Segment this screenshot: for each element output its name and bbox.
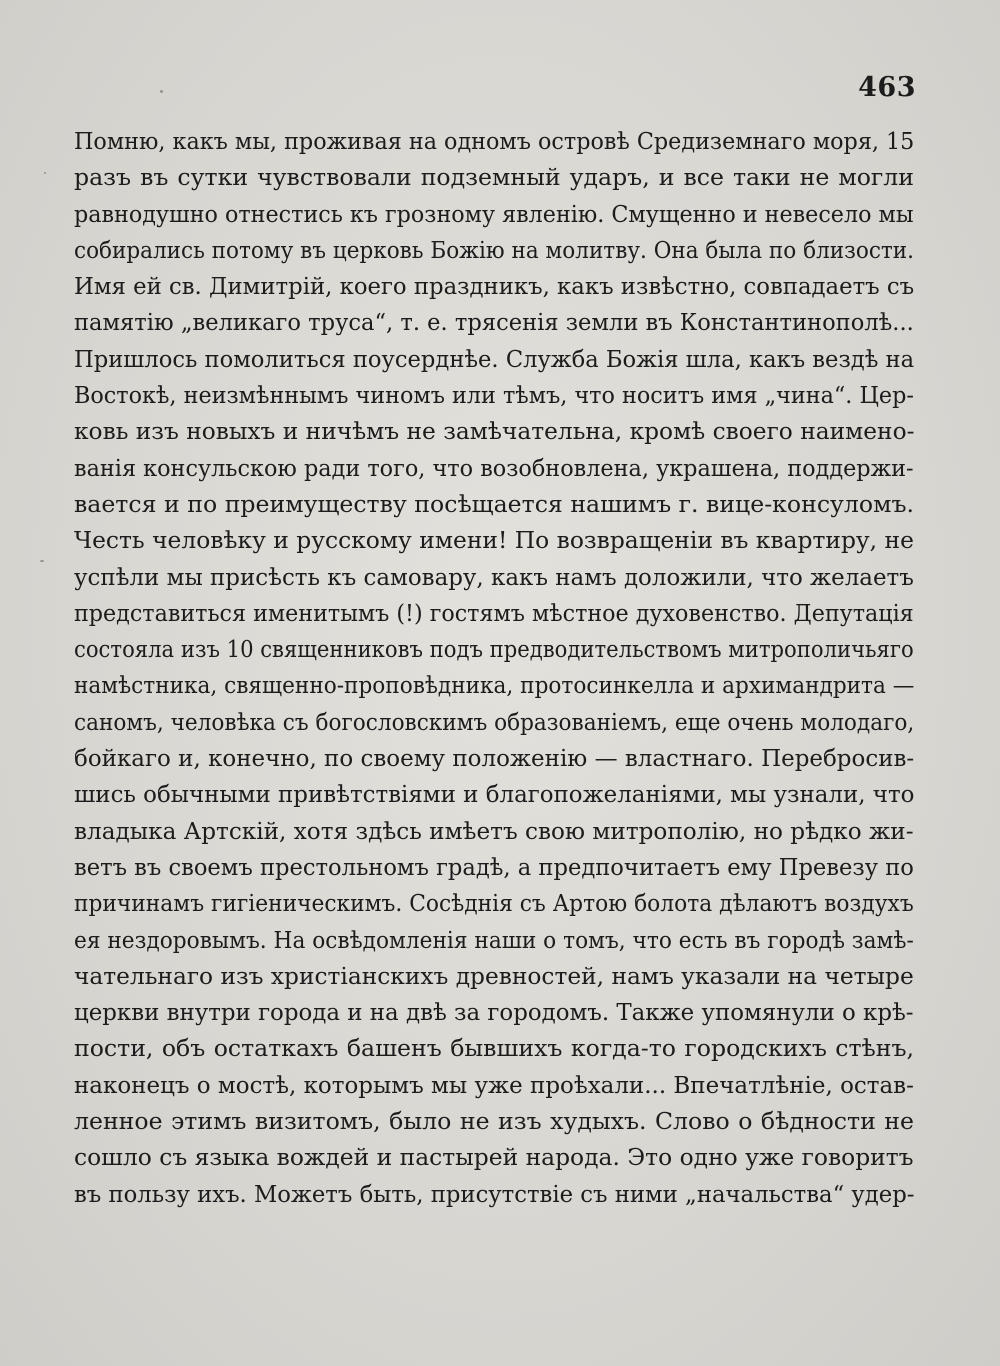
text-line: успѣли мы присѣсть къ самовару, какъ намъ доложили, что желаетъ [74,562,914,591]
text-line: ковь изъ новыхъ и ничѣмъ не замѣчательна, кромѣ своего наимено- [74,417,915,446]
text-line: ея нездоровымъ. На освѣдомленія наши о томъ, что есть въ городѣ замѣ- [74,925,914,954]
text-line: представиться именитымъ (!) гостямъ мѣстное духовенство. Депутація [74,598,914,627]
body-text [74,123,914,1212]
text-line: памятію „великаго труса“, т. е. трясенія земли въ Константинополѣ... [74,308,914,337]
page-number: 463 [858,72,916,103]
text-line: Помню, какъ мы, проживая на одномъ островѣ Средиземнаго моря, 15 [74,127,915,155]
text-line: бойкаго и, конечно, по своему положенію — властнаго. Перебросив- [74,744,915,773]
paper-speck [40,560,44,562]
text-line: равнодушно отнестись къ грозному явленію. Смущенно и невесело мы [74,199,914,228]
text-line: ленное этимъ визитомъ, было не изъ худыхъ. Слово о бѣдности не [74,1107,914,1136]
text-line: шись обычными привѣтствіями и благопожеланіями, мы узнали, что [74,780,915,809]
text-line: Пришлось помолиться поусерднѣе. Служба Божія шла, какъ вездѣ на [74,344,915,373]
text-line: ветъ въ своемъ престольномъ градѣ, а предпочитаетъ ему Превезу по [74,852,914,881]
text-line: чательнаго изъ христіанскихъ древностей, намъ указали на четыре [74,961,914,990]
text-line: намѣстника, священно-проповѣдника, протосинкелла и архимандрита — [74,671,915,700]
text-line: причинамъ гигіеническимъ. Сосѣднія съ Артою болота дѣлаютъ воздухъ [74,889,914,918]
text-line: Честь человѣку и русскому имени! По возвращеніи въ квартиру, не [74,526,914,555]
text-line: владыка Артскій, хотя здѣсь имѣетъ свою митрополію, но рѣдко жи- [74,816,914,845]
text-line: состояла изъ 10 священниковъ подъ предводительствомъ митрополичьяго [74,635,914,664]
paper-speck [160,90,163,93]
text-line: ванія консульскою ради того, что возобновлена, украшена, поддержи- [74,453,914,482]
text-line: Востокѣ, неизмѣннымъ чиномъ или тѣмъ, что носитъ имя „чина“. Цер- [74,381,914,410]
text-line: собирались потому въ церковь Божію на молитву. Она была по близости. [74,235,915,264]
text-line: въ пользу ихъ. Можетъ быть, присутствіе съ ними „начальства“ удер- [74,1179,915,1208]
text-line: сошло съ языка вождей и пастырей народа. Это одно уже говоритъ [74,1143,914,1172]
text-line: вается и по преимуществу посѣщается нашимъ г. вице-консуломъ. [74,489,914,518]
text-line: церкви внутри города и на двѣ за городомъ. Также упомянули о крѣ- [74,998,914,1027]
text-line: саномъ, человѣка съ богословскимъ образованіемъ, еще очень молодаго, [74,707,915,736]
paper-speck [44,172,46,174]
text-line: пости, объ остаткахъ башенъ бывшихъ когда-то городскихъ стѣнъ, [74,1034,914,1063]
text-line: наконецъ о мостѣ, которымъ мы уже проѣхали... Впечатлѣніе, остав- [74,1070,914,1099]
text-line: Имя ей св. Димитрій, коего праздникъ, какъ извѣстно, совпадаетъ съ [74,272,915,301]
text-line: разъ въ сутки чувствовали подземный ударъ, и все таки не могли [74,163,914,192]
